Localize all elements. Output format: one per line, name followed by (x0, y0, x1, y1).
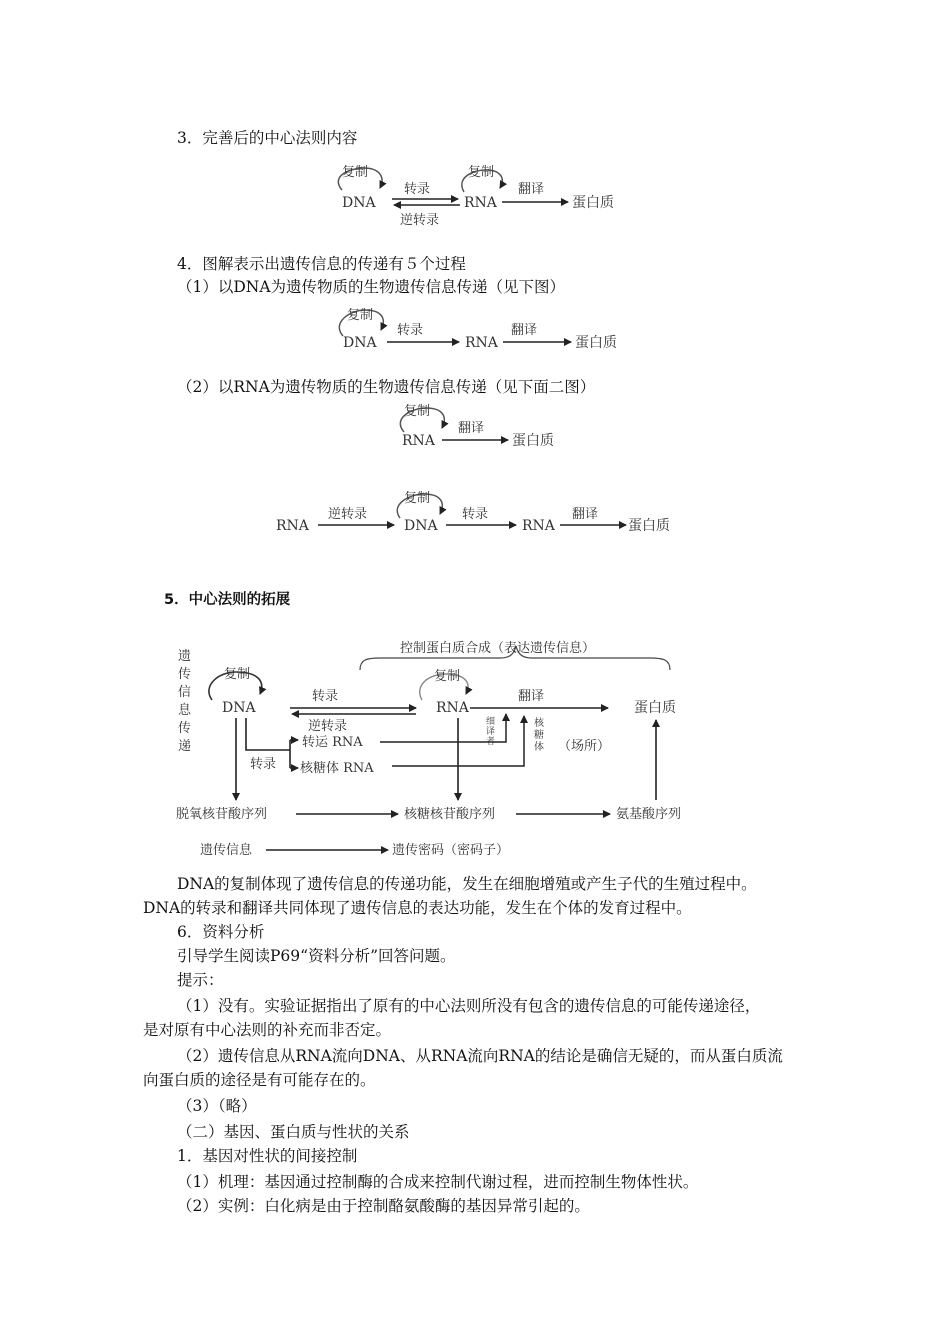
top-label: 控制蛋白质合成（表达遗传信息） (400, 641, 596, 656)
genetic-code-label: 遗传密码（密码子） (392, 843, 510, 858)
subsection-2-item-1a: （1）机理：基因通过控制酶的合成来控制代谢过程，进而控制生物体性状。 (177, 1173, 699, 1191)
label-reverse-transcription-2: 逆转录 (328, 507, 368, 522)
label-dna-3: DNA (404, 518, 438, 534)
label-replication-4: 复制 (404, 404, 431, 419)
label-protein-1: 蛋白质 (572, 195, 614, 211)
section-5-heading: 5．中心法则的拓展 (164, 592, 291, 608)
side-label-c2: 传 (178, 667, 192, 682)
para-1-line-1: DNA的复制体现了遗传信息的传递功能，发生在细胞增殖或产生子代的生殖过程中。 (177, 875, 757, 893)
central-dogma-complete-diagram (320, 158, 640, 230)
ribo-seq-label: 核糖核苷酸序列 (404, 807, 496, 822)
section-6-line-1: 引导学生阅读P69“资料分析”回答问题。 (177, 947, 456, 965)
ribosome-note-c3: 体 (534, 742, 544, 753)
rrna-label: 核糖体 RNA (300, 761, 374, 776)
mrna-note-c2: 译 (486, 727, 496, 737)
label-transcription-1: 转录 (404, 182, 431, 197)
side-label-c1: 遗 (178, 649, 192, 664)
ribosome-note (534, 716, 547, 753)
answer-3: （3）（略） (177, 1097, 257, 1115)
ext-label-replication-2: 复制 (434, 669, 461, 684)
para-1-line-2: DNA的转录和翻译共同体现了遗传信息的表达功能，发生在个体的发育过程中。 (143, 899, 692, 917)
label-replication-5: 复制 (404, 491, 431, 506)
section-4-item-2: （2）以RNA为遗传物质的生物遗传信息传递（见下面二图） (177, 378, 596, 396)
label-rna-5: RNA (522, 518, 555, 534)
section-3-heading: 3．完善后的中心法则内容 (177, 129, 358, 147)
label-dna-1: DNA (342, 195, 376, 211)
genetic-info-label: 遗传信息 (200, 843, 253, 858)
label-translation-3: 翻译 (458, 421, 485, 436)
label-translation-1: 翻译 (518, 182, 545, 197)
ext-label-protein: 蛋白质 (634, 700, 676, 716)
hint-label: 提示： (177, 971, 224, 989)
ribosome-note-c1: 核 (534, 718, 544, 729)
answer-1-line-2: 是对原有中心法则的补充而非否定。 (143, 1021, 392, 1039)
trna-label: 转运 RNA (302, 735, 363, 750)
central-dogma-extension-diagram (170, 628, 710, 868)
label-transcription-2: 转录 (397, 323, 424, 338)
label-transcription-3: 转录 (462, 507, 489, 522)
site-label: （场所） (558, 739, 611, 754)
ext-label-transcription-2: 转录 (250, 757, 277, 772)
label-replication-1: 复制 (342, 165, 369, 180)
label-protein-2: 蛋白质 (575, 335, 617, 351)
label-rna-1: RNA (464, 195, 497, 211)
section-4-item-1: （1）以DNA为遗传物质的生物遗传信息传递（见下图） (177, 278, 566, 296)
label-translation-4: 翻译 (572, 507, 599, 522)
ext-label-translation: 翻译 (518, 689, 545, 704)
amino-seq-label: 氨基酸序列 (616, 807, 682, 822)
section-4-heading: 4．图解表示出遗传信息的传递有５个过程 (177, 255, 466, 273)
answer-2-line-2: 向蛋白质的途径是有可能存在的。 (143, 1071, 376, 1089)
subsection-2-item-1b: （2）实例：白化病是由于控制酪氨酸酶的基因异常引起的。 (177, 1197, 590, 1215)
ribosome-note-c2: 糖 (534, 730, 544, 741)
section-6-heading: 6．资料分析 (177, 923, 265, 941)
ext-label-dna: DNA (222, 700, 256, 716)
ext-label-reverse-transcription: 逆转录 (308, 719, 348, 734)
reverse-transcription-flow-diagram (270, 484, 690, 542)
subsection-2-item-1: 1．基因对性状的间接控制 (177, 1147, 358, 1165)
label-replication-2: 复制 (468, 165, 495, 180)
ext-label-transcription: 转录 (312, 689, 339, 704)
side-label-c3: 信 (178, 685, 192, 700)
answer-1-line-1: （1）没有。实验证据指出了原有的中心法则所没有包含的遗传信息的可能传递途径， (177, 997, 761, 1015)
dna-organism-flow-diagram (325, 302, 635, 360)
mrna-note-c1: 细 (486, 717, 496, 727)
label-rna-2: RNA (465, 335, 498, 351)
label-protein-3: 蛋白质 (512, 433, 554, 449)
label-rna-3: RNA (402, 433, 435, 449)
mrna-note-c3: 者 (486, 737, 496, 747)
side-label-c6: 递 (178, 739, 192, 754)
label-replication-3: 复制 (347, 308, 374, 323)
label-rna-4: RNA (276, 518, 309, 534)
label-reverse-transcription-1: 逆转录 (400, 213, 440, 228)
answer-2-line-1: （2）遗传信息从RNA流向DNA、从RNA流向RNA的结论是确信无疑的，而从蛋白质流 (177, 1047, 783, 1065)
label-dna-2: DNA (343, 335, 377, 351)
rna-replication-flow-diagram (390, 398, 590, 456)
side-label-c5: 传 (178, 721, 192, 736)
label-protein-4: 蛋白质 (628, 518, 670, 534)
label-translation-2: 翻译 (511, 323, 538, 338)
subsection-2-heading: （二）基因、蛋白质与性状的关系 (177, 1123, 410, 1141)
side-label-c4: 息 (178, 703, 192, 718)
ext-label-rna: RNA (436, 700, 469, 716)
side-label (178, 648, 195, 754)
ext-label-replication-1: 复制 (224, 667, 251, 682)
deoxy-seq-label: 脱氧核苷酸序列 (176, 807, 268, 822)
